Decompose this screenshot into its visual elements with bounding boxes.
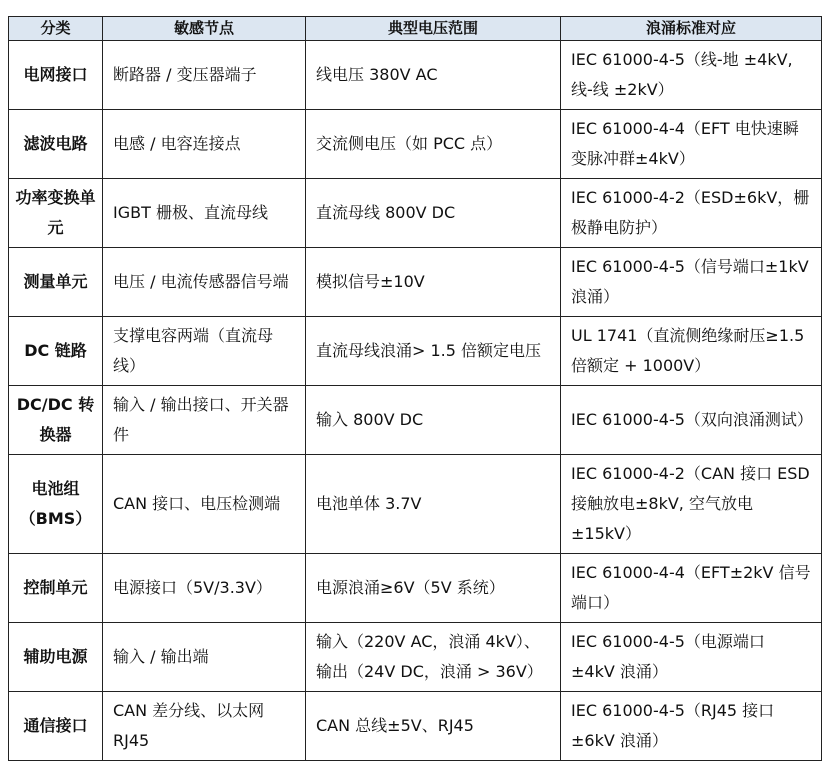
voltage-cell: 模拟信号±10V [306,248,561,317]
voltage-cell: 电源浪涌≥6V（5V 系统） [306,554,561,623]
node-cell: IGBT 栅极、直流母线 [103,179,306,248]
standard-cell: UL 1741（直流侧绝缘耐压≥1.5 倍额定 + 1000V） [561,317,822,386]
category-cell: 功率变换单元 [9,179,103,248]
table-row [9,248,822,317]
standard-cell: IEC 61000-4-2（ESD±6kV，栅极静电防护） [561,179,822,248]
voltage-cell: 直流母线 800V DC [306,179,561,248]
table-row [9,554,822,623]
table-row [9,179,822,248]
standard-cell: IEC 61000-4-5（信号端口±1kV 浪涌） [561,248,822,317]
voltage-cell: CAN 总线±5V、RJ45 [306,692,561,761]
node-cell: 电压 / 电流传感器信号端 [103,248,306,317]
header-category: 分类 [9,17,103,41]
category-cell: 滤波电路 [9,110,103,179]
table-row [9,623,822,692]
node-cell: 支撑电容两端（直流母线） [103,317,306,386]
table-row [9,692,822,761]
voltage-cell: 交流侧电压（如 PCC 点） [306,110,561,179]
table-row [9,455,822,554]
category-cell: 电池组（BMS） [9,455,103,554]
table-row [9,110,822,179]
voltage-cell: 直流母线浪涌> 1.5 倍额定电压 [306,317,561,386]
standard-cell: IEC 61000-4-4（EFT±2kV 信号端口） [561,554,822,623]
header-sensitive-node: 敏感节点 [103,17,306,41]
category-cell: DC/DC 转换器 [9,386,103,455]
category-cell: 控制单元 [9,554,103,623]
node-cell: CAN 接口、电压检测端 [103,455,306,554]
voltage-cell: 输入 800V DC [306,386,561,455]
standard-cell: IEC 61000-4-5（线-地 ±4kV,线-线 ±2kV） [561,41,822,110]
header-voltage-range: 典型电压范围 [306,17,561,41]
table-row [9,317,822,386]
table-row [9,41,822,110]
category-cell: 通信接口 [9,692,103,761]
category-cell: 测量单元 [9,248,103,317]
header-surge-standard: 浪涌标准对应 [561,17,822,41]
standard-cell: IEC 61000-4-5（电源端口 ±4kV 浪涌） [561,623,822,692]
standard-cell: IEC 61000-4-5（RJ45 接口 ±6kV 浪涌） [561,692,822,761]
category-cell: 电网接口 [9,41,103,110]
standard-cell: IEC 61000-4-2（CAN 接口 ESD 接触放电±8kV, 空气放电±15kV） [561,455,822,554]
standard-cell: IEC 61000-4-5（双向浪涌测试） [561,386,822,455]
category-cell: DC 链路 [9,317,103,386]
category-cell: 辅助电源 [9,623,103,692]
node-cell: 输入 / 输出端 [103,623,306,692]
header-row [9,17,822,41]
voltage-cell: 输入（220V AC，浪涌 4kV）、输出（24V DC，浪涌 > 36V） [306,623,561,692]
standard-cell: IEC 61000-4-4（EFT 电快速瞬变脉冲群±4kV） [561,110,822,179]
voltage-cell: 线电压 380V AC [306,41,561,110]
node-cell: 断路器 / 变压器端子 [103,41,306,110]
node-cell: CAN 差分线、以太网 RJ45 [103,692,306,761]
node-cell: 电感 / 电容连接点 [103,110,306,179]
surge-standards-table [8,16,822,761]
node-cell: 输入 / 输出接口、开关器件 [103,386,306,455]
voltage-cell: 电池单体 3.7V [306,455,561,554]
table-row [9,386,822,455]
node-cell: 电源接口（5V/3.3V） [103,554,306,623]
